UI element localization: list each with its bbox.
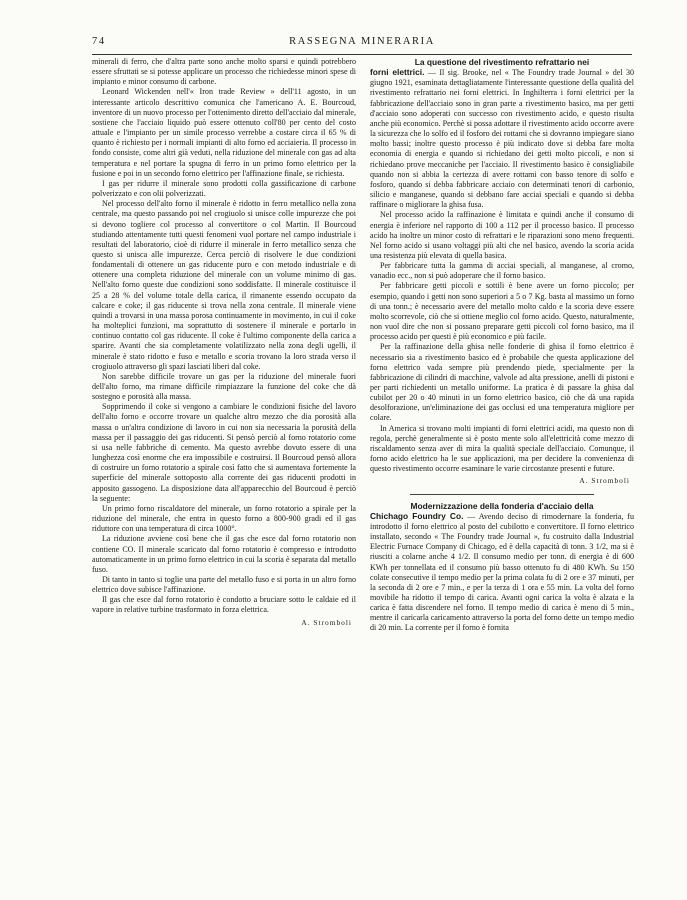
paragraph: Il gas che esce dal forno rotatorio è condotto a bruciare sotto le caldaie ed il vapore in relative turbine trasformato in forza elettrica. (92, 595, 356, 615)
article-title: La questione del rivestimento refrattario nei (414, 57, 590, 67)
right-column (370, 57, 634, 634)
paragraph: In America si trovano molti impianti di forni elettrici acidi, ma questo non di regola, perchè generalmente si è posto mente solo all'elettricità come mezzo di riscaldamento senza aver di mira la qualità speciale dell'acciaio. Comunque, il forno acido elettrico ha le sue applicazioni, ma per decidere la convenienza di questo rivestimento occorre esaminare le varie circostanze presenti e future. (370, 423, 634, 474)
paragraph: Non sarebbe difficile trovare un gas per la riduzione del minerale fuori dell'alto forno, ma rimane difficile rimpiazzare la funzione del coke che dà sostegno e porosità alla massa. (92, 371, 356, 402)
paragraph-text: — Il sig. Brooke, nel « The Foundry trade Journal » del 30 giugno 1921, esaminata dettagliatamente l'interessante questione della qualità del rivestimento refrattario nei forni elettrici. In Inghilterra i forni elettrici per la fabbricazione dell'acciaio sono in gran parte a rivestimento basico, ma per getti d'acciaio sono adoperati con successo con rivestimento acido, e questo risulta anche più economico. Perchè si possa adottare il rivestimento acido occorre avere la sicurezza che lo solfo ed il fosforo dei rottami che si dovranno impiegare siano molto bassi; inoltre questo processo è più indicato dove si debba fare molta economia di energia e quando si richiedano dei getti molto piccoli, e non si richiedano prove meccaniche per l'acciaio. Il rivestimento basico è consigliabile quando non si abbia la certezza di avere rottami con basso tenore di solfo e fosforo, quando si debba fabbricare acciaio con determinati tenori di carbonio, silicio e manganese, quando si debbano fare acciai speciali e quando si debba raffinare o migliorare la ghisa fusa. (370, 68, 634, 210)
journal-title: RASSEGNA MINERARIA (289, 36, 435, 47)
page-header (92, 36, 632, 52)
article-title-continuation: forni elettrici. (370, 67, 425, 78)
paragraph-text: — Avendo deciso di rimodernare la fonderia, fu introdotto il forno elettrico al posto del cubilotto e convertitore. Il forno elettrico installato, secondo « The Foundry trade Journal », fu costruito dalla Industrial Electric Furnace Company di Chicago, ed è della capacità di tonn. 3 1/2, ma si è riusciti a colarne anche 4 1/2. Il consumo medio per tonn. di energia è di 600 KWh per tonnellata ed il consumo più basso ottenuto fu di 480 KWh. Su 150 colate consecutive il tempo medio per la prima colata fu di 2 ore e 37 minuti, per la seconda di 2 ore e 7 min., e per la terza di 1 ora e 55 min. La volta del forno movibile ha ridotto il tempo di carica. Avanti ogni carica la volta è alzata e la carica è fatta discendere nel forno. Il tempo medio di carica è meno di 5 min., mentre il caricarla caricamento attraverso la porta del forno dette un tempo medio di 20 min. La corrente per il forno è fornita (370, 511, 635, 633)
article-title: Modernizzazione della fonderia d'acciaio della (410, 500, 594, 511)
header-rule (92, 54, 632, 55)
left-column (92, 57, 356, 628)
paragraph: Per fabbricare tutta la gamma di acciai speciali, al manganese, al cromo, vanadio ecc., non si può adoperare che il forno basico. (370, 261, 634, 281)
paragraph: minerali di ferro, che d'altra parte sono anche molto sparsi e quindi potrebbero essere sfruttati se si potesse applicare un processo che richiedesse minori spese di impianto e minor consumo di carbone. (92, 57, 356, 87)
paragraph: Nel processo acido la raffinazione è limitata e quindi anche il consumo di energia è inferiore nel rapporto di 100 a 112 per il processo basico. Il processo acido ha inoltre un minor costo di refrattari e le riparazioni sono meno frequenti. Nel forno acido si usano voltaggi più alti che nel basico, avendo la scoria acida una resistenza più elevata di quella basica. (370, 210, 634, 260)
author-signature: A. Stromboli (301, 617, 352, 627)
paragraph: La riduzione avviene così bene che il gas che esce dal forno rotatorio non contiene CO. Il minerale scaricato dal forno rotatorio è compresso e introdotto automaticamente in un primo forno elettrico in cui la scoria è separata dal metallo fuso. (92, 534, 356, 574)
article-separator (410, 494, 594, 495)
paragraph: I gas per ridurre il minerale sono prodotti colla gassificazione di carbone polverizzato e con olii polverizzati. (92, 178, 356, 199)
author-signature: A. Stromboli (579, 476, 630, 486)
paragraph: Per la raffinazione della ghisa nelle fonderie di ghisa il forno elettrico è necessario sia a rivestimento basico ed è probabile che questa applicazione del forno elettrico vada sempre più prendendo piede, specialmente per la fabbricazione di cilindri di macchine, valvole ad alta pressione, anelli di pistoni e per parti richiedenti un metallo uniforme. La pratica è di passare la ghisa dal cubilot per 20 o 40 minuti in un forno elettrico basico, ciò che dà una rapida desolforazione, un'eliminazione dei gas occlusi ed una temperatura migliore per colare. (370, 342, 634, 423)
paragraph: Un primo forno riscaldatore del minerale, un forno rotatorio a spirale per la riduzione del minerale, che entra in questo forno a 800-900 gradi ed il gas riduttore con una temperatura di circa 1000°. (92, 503, 356, 534)
paragraph: Nel processo dell'alto forno il minerale è ridotto in ferro metallico nella zona centrale, ma questo passando poi nel crogiuolo si unisce colle impurezze che poi si devono togliere col processo al convertitore o col Martin. Il Bourcoud studiando attentamente tutti questi fenomeni vuol portare nel campo industriale i resultati del laboratorio, cioè di ridurre il minerale in ferro metallico senza che questo si unisca alle impurezze. Cerca perciò di risolvere le due condizioni fondamentali di ottenere un gas riducente puro e con metodo industriale e di ottenere una completa riduzione del minerale con un volume minimo di gas. Nell'alto forno queste due condizioni sono soddisfatte. Il minerale costituisce il 25 a 28 % del volume totale della carica, il rimanente essendo occupato da calcare e coke; il gas riducente si trova nella zona centrale. Il minerale viene quindi a trovarsi in una massa porosa continuamente in movimento, in cui il coke ha molteplici funzioni, ma soprattutto di sostenere il minerale e portarlo in continuo contatto col gas riducente. Il coke è l'ultimo componente della carica a sparire. Avanti che sia completamente volatilizzato nella zona degli ugelli, il minerale è stato ridotto e fuso e metallo e scoria trovano la loro strada verso il crogiuolo attraverso gli spazi lasciati liberi dal coke. (92, 199, 356, 371)
paragraph: Leonard Wickenden nell'« Iron trade Review » dell'11 agosto, in un interessante articolo descrittivo comunica che l'americano A. E. Bourcoud, inventore di un nuovo processo per l'ottenimento diretto dell'acciaio dal minerale, sostiene che l'acciaio liquido può essere ottenuto coll'80 per cento del costo attuale e l'impianto per un simile processo verrebbe a costare circa il 65 % di quanto è richiesto per i normali impianti di alto forno ed acciaieria. Il processo in fondo consiste, come altri già veduti, nella riduzione del minerale con gas ad alta temperatura e nel portare la spugna di ferro in un primo forno elettrico per la fusione e poi in un secondo forno elettrico per l'affinazione finale, se richiesta. (92, 87, 356, 178)
article-lead-paragraph (370, 511, 634, 634)
paragraph: Per fabbricare getti piccoli e sottili è bene avere un forno piccolo; per esempio, quando i getti non sono superiori a 5 o 7 Kg. basta al massimo un forno di una tonn.; è necessario avere del metallo molto caldo e la scoria deve essere molto scorrevole, ciò che si ottiene meglio col forno acido. Questo, naturalmente, non vuol dire che non si possano preparare getti piccoli col forno basico, ma il processo acido per questi è più economico e più facile. (370, 281, 634, 342)
article-lead-paragraph (370, 67, 634, 210)
article-title-continuation: Chichago Foundry Co. (370, 510, 464, 521)
paragraph: Sopprimendo il coke si vengono a cambiare le condizioni fisiche del lavoro dell'alto forno e occorre trovare un qualche altro mezzo che dia porosità alla massa o un'altra condizione di lavoro in cui non sia necessaria la porosità della massa per il passaggio dei gas riducenti. Si pensò perciò al forno rotatorio come si usa nelle fabbriche di cemento. Ma questo avrebbe dovuto essere di una lunghezza così enorme che era impossibile e costruirsi. Il Bourcoud pensò allora di costruire un forno rotatorio a spirale così fatto che si aumentava fortemente la superficie del minerale sottoposto alla corrente dei gas riducenti prodotti in apposito gassogeno. La disposizione data all'apparecchio del Bourcoud è perciò la seguente: (92, 402, 356, 503)
paragraph: Di tanto in tanto si toglie una parte del metallo fuso e si porta in un altro forno elettrico dove subisce l'affinazione. (92, 574, 356, 595)
page-number: 74 (92, 36, 106, 47)
